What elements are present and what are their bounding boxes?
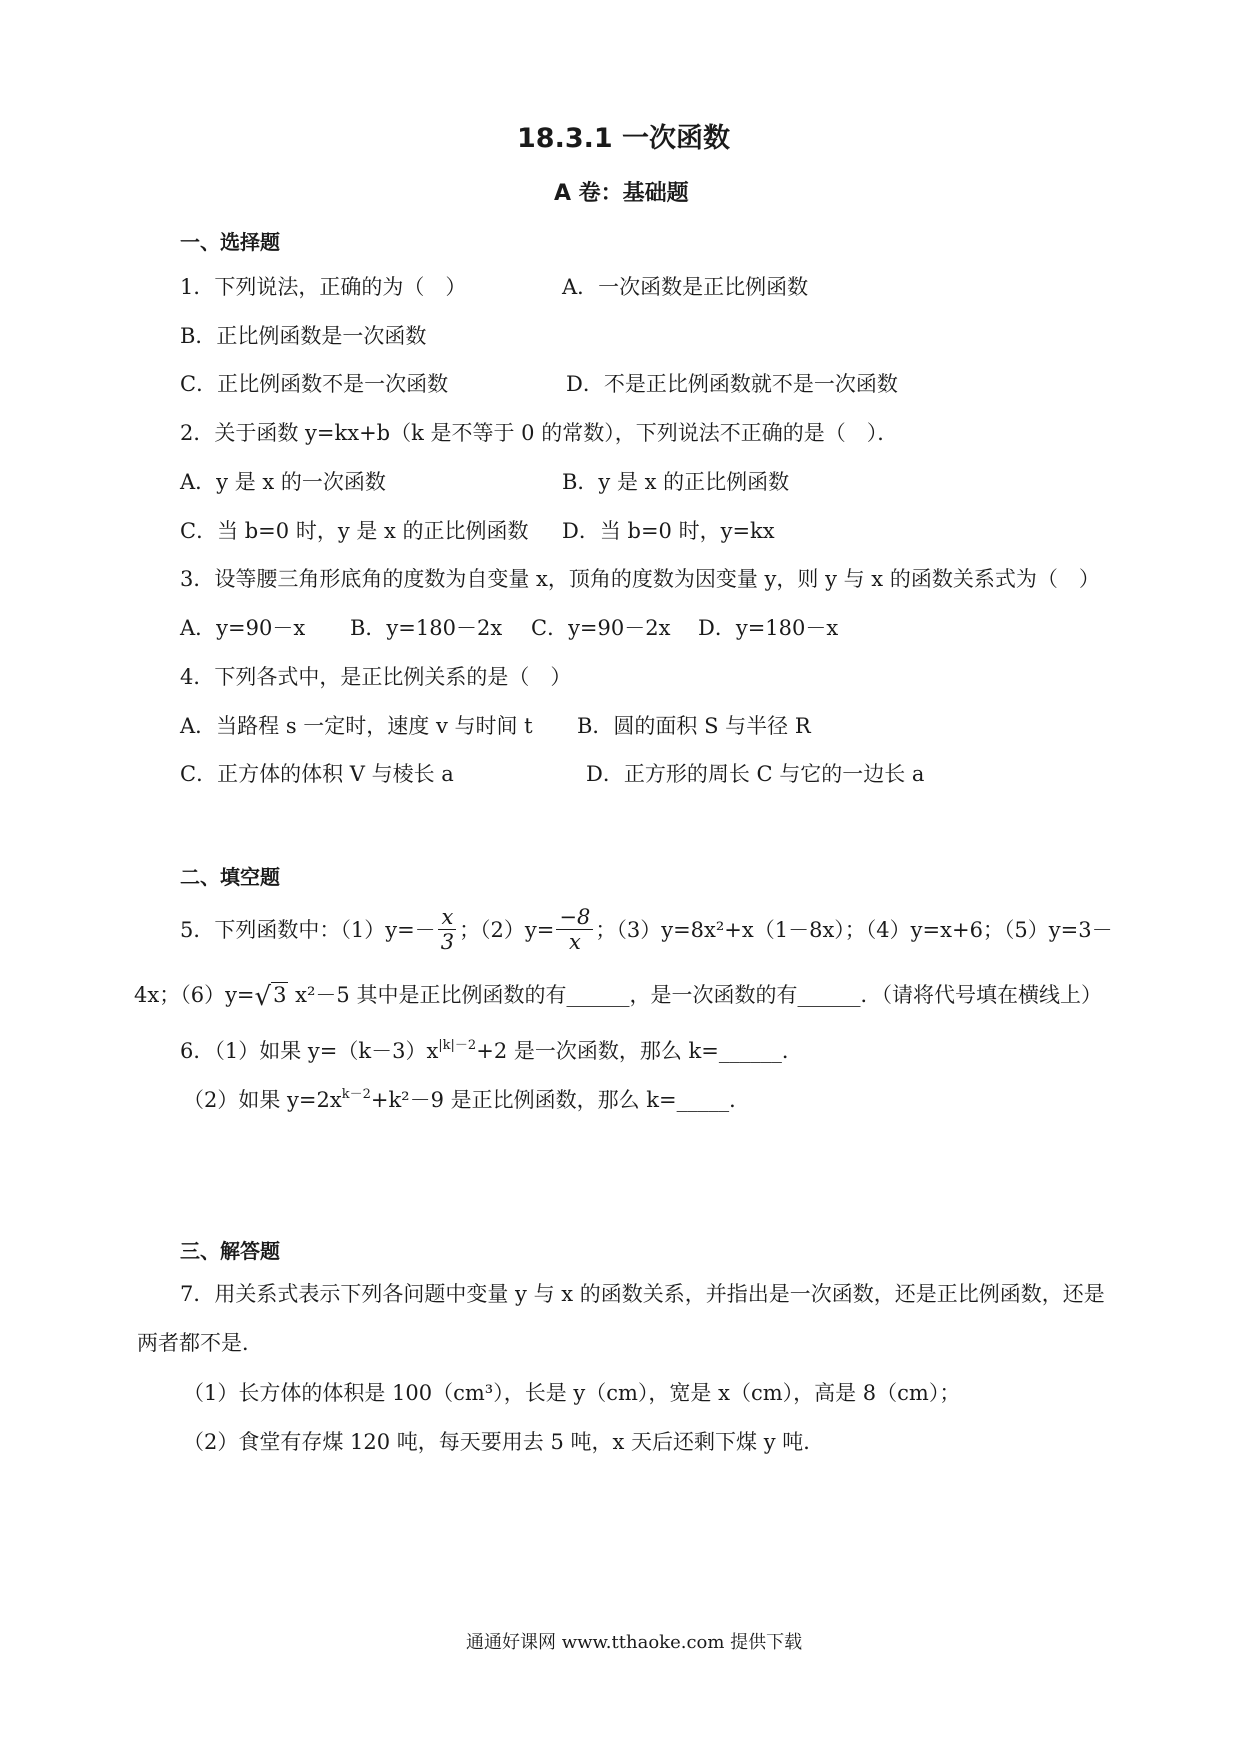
q5-line2 bbox=[134, 980, 1102, 1012]
q5-fraction-2 bbox=[556, 905, 593, 954]
q5-fraction-1 bbox=[438, 905, 457, 954]
q5-text-1: 5．下列函数中：（1）y=－ bbox=[180, 917, 436, 942]
q2-option-c: C．当 b=0 时，y 是 x 的正比例函数 bbox=[180, 519, 529, 543]
q3-option-c: C．y=90－2x bbox=[531, 616, 671, 640]
q7-stem-line2: 两者都不是． bbox=[137, 1331, 263, 1355]
q1-option-d: D．不是正比例函数就不是一次函数 bbox=[566, 372, 898, 396]
q1-stem: 1．下列说法，正确的为（ ） bbox=[180, 275, 467, 299]
q5-fraction-1-numerator: x bbox=[438, 905, 456, 930]
section-heading-fill: 二、填空题 bbox=[180, 865, 280, 889]
q5-text-4: 4x；（6）y= bbox=[134, 983, 255, 1007]
q5-line1 bbox=[180, 905, 1113, 954]
q3-stem: 3．设等腰三角形底角的度数为自变量 x，顶角的度数为因变量 y，则 y 与 x 的函数关系式为（ ） bbox=[180, 567, 1100, 591]
q6-part1 bbox=[180, 1036, 803, 1066]
q4-option-b: B．圆的面积 S 与半径 R bbox=[577, 714, 811, 738]
q6-part2-exponent: k－2 bbox=[341, 1087, 371, 1102]
q6-part1-text-a: 6．（1）如果 y=（k－3）x bbox=[180, 1039, 439, 1063]
q3-option-d: D．y=180－x bbox=[698, 616, 839, 640]
q4-option-c: C．正方体的体积 V 与棱长 a bbox=[180, 762, 454, 786]
q2-option-d: D．当 b=0 时，y=kx bbox=[562, 519, 775, 543]
page-footer: 通通好课网 www.tthaoke.com 提供下载 bbox=[466, 1632, 803, 1653]
q7-subquestion-1: （1）长方体的体积是 100（cm³），长是 y（cm），宽是 x（cm），高是 8（cm）； bbox=[183, 1381, 961, 1405]
q5-text-3: ；（3）y=8x²+x（1－8x）；（4）y=x+6；（5）y=3－ bbox=[595, 917, 1113, 942]
q4-option-d: D．正方形的周长 C 与它的一边长 a bbox=[586, 762, 925, 786]
q5-text-2: ；（2）y= bbox=[459, 917, 555, 942]
q3-option-a: A．y=90－x bbox=[180, 616, 306, 640]
q6-part1-exponent: |k|－2 bbox=[438, 1038, 477, 1053]
q1-option-b: B．正比例函数是一次函数 bbox=[180, 324, 427, 348]
q2-option-b: B．y 是 x 的正比例函数 bbox=[562, 470, 790, 494]
q3-option-b: B．y=180－2x bbox=[350, 616, 503, 640]
section-heading-answer: 三、解答题 bbox=[180, 1239, 280, 1263]
q1-option-c: C．正比例函数不是一次函数 bbox=[180, 372, 449, 396]
page-title: 18.3.1 一次函数 bbox=[517, 123, 731, 154]
q7-subquestion-2: （2）食堂有存煤 120 吨，每天要用去 5 吨，x 天后还剩下煤 y 吨． bbox=[183, 1430, 825, 1454]
q5-radicand: 3 bbox=[273, 983, 287, 1007]
q6-part2 bbox=[183, 1085, 750, 1115]
q6-part1-text-b: +2 是一次函数，那么 k=______． bbox=[476, 1039, 803, 1063]
section-heading-choice: 一、选择题 bbox=[180, 230, 280, 254]
q2-stem: 2．关于函数 y=kx+b（k 是不等于 0 的常数），下列说法不正确的是（ ）． bbox=[180, 421, 899, 445]
page-subtitle: A 卷：基础题 bbox=[554, 181, 689, 206]
q5-fraction-2-numerator: −8 bbox=[556, 905, 593, 930]
q2-option-a: A．y 是 x 的一次函数 bbox=[180, 470, 386, 494]
q6-part2-text-a: （2）如果 y=2x bbox=[183, 1088, 342, 1112]
q4-option-a: A．当路程 s 一定时，速度 v 与时间 t bbox=[180, 714, 533, 738]
q4-stem: 4．下列各式中，是正比例关系的是（ ） bbox=[180, 665, 572, 689]
q5-fraction-1-denominator: 3 bbox=[440, 930, 455, 954]
q5-text-5: x²－5 其中是正比例函数的有______，是一次函数的有______．（请将代号填在横线上） bbox=[295, 983, 1102, 1007]
q7-stem-line1: 7．用关系式表示下列各问题中变量 y 与 x 的函数关系，并指出是一次函数，还是正比例函数，还是 bbox=[180, 1282, 1105, 1306]
q6-part2-text-b: +k²－9 是正比例函数，那么 k=_____． bbox=[370, 1088, 751, 1112]
square-root-symbol: √ bbox=[254, 982, 272, 1012]
q5-fraction-2-denominator: x bbox=[568, 930, 581, 954]
q1-option-a: A．一次函数是正比例函数 bbox=[562, 275, 809, 299]
